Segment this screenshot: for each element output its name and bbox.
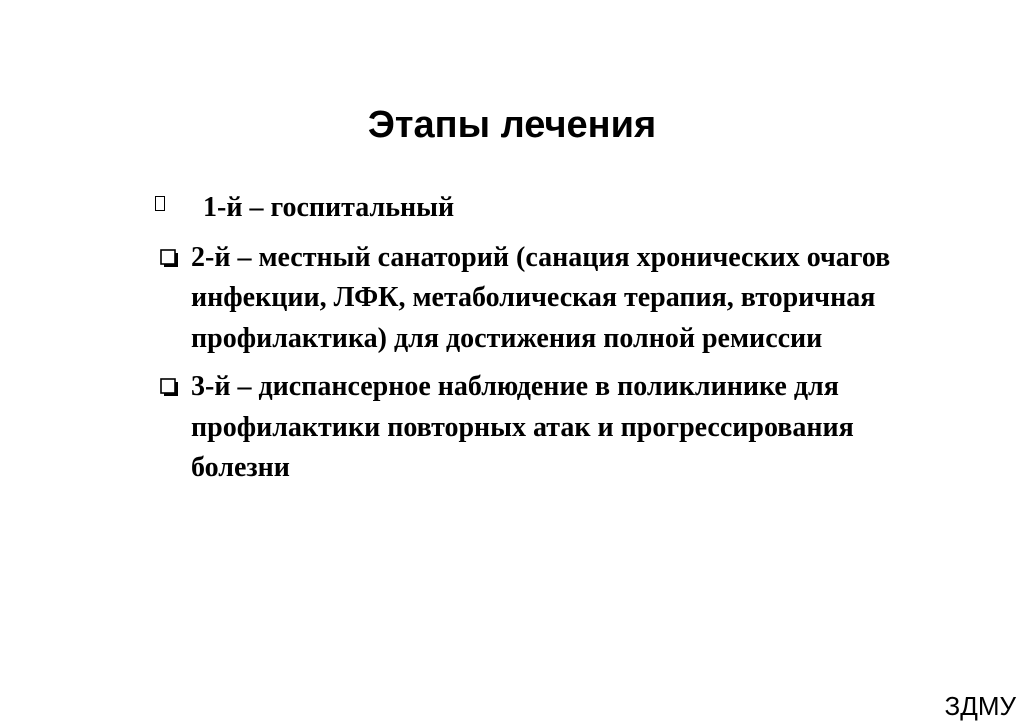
checkbox-square-icon (160, 378, 179, 397)
bullet-item-sanatorium (155, 238, 895, 360)
checkbox-square-icon (160, 249, 179, 268)
bullet-text: 3-й – диспансерное наблюдение в поликлинике для профилактики повторных атак и прогрессирования болезни (191, 371, 854, 483)
bullet-item-hospital (155, 188, 895, 229)
footer-label: ЗДМУ (944, 691, 1016, 721)
slide-title: Этапы лечения (367, 104, 657, 146)
bullet-text: 2-й – местный санаторий (санация хронических очагов инфекции, ЛФК, метаболическая терапия, вторичная профилактика) для достижения полной ремиссии (191, 241, 891, 354)
bullet-list (155, 188, 895, 489)
bullet-item-dispensary (155, 367, 895, 489)
missing-glyph-icon (155, 196, 165, 211)
bullet-text: 1-й – госпитальный (203, 192, 455, 223)
